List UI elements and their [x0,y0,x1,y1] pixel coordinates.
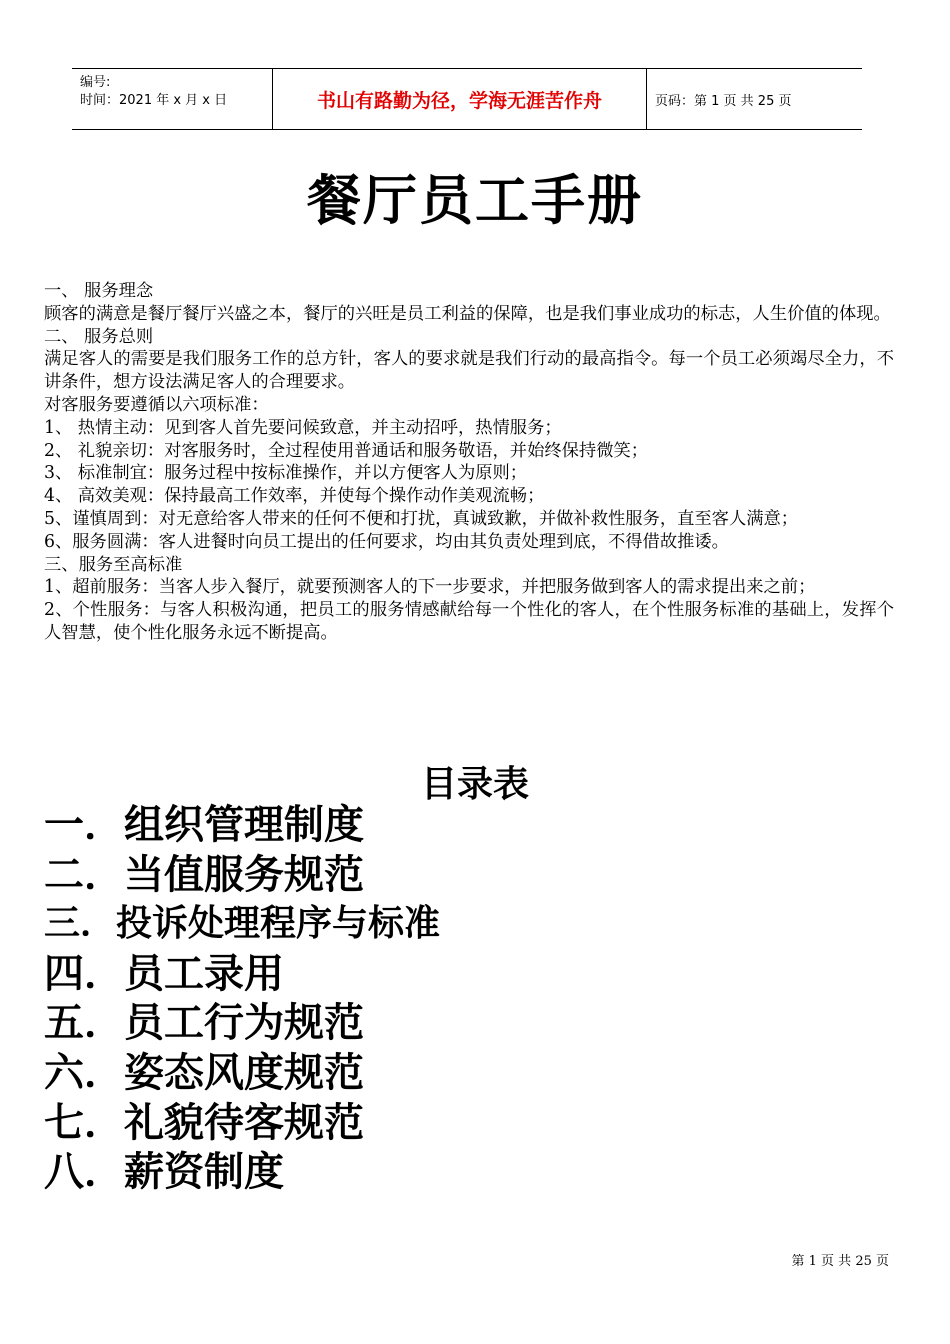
toc-item: 七．礼貌待客规范 [44,1098,364,1146]
table-of-contents [44,800,904,1197]
document-number-label: 编号: [80,75,111,90]
header-page-cell [647,69,862,129]
list-item: 6、服务圆满：客人进餐时向员工提出的任何要求，均由其负责处理到底，不得借故推诿。 [44,531,729,552]
header-motto-cell [273,69,647,129]
page-header [72,68,862,130]
section-heading: 三、服务至高标准 [44,554,183,575]
toc-item: 五．员工行为规范 [44,999,364,1047]
header-page-number: 页码：第 1 页 共 25 页 [655,93,792,109]
document-title: 餐厅员工手册 [307,168,643,232]
list-item: 2、 礼貌亲切：对客服务时，全过程使用普通话和服务敬语，并始终保持微笑； [44,440,649,461]
section-heading: 一、 服务理念 [44,281,154,301]
list-item: 1、超前服务：当客人步入餐厅，就要预测客人的下一步要求，并把服务做到客人的需求提出来之前； [44,577,816,598]
page-footer: 第 1 页 共 25 页 [791,1254,889,1269]
list-item: 2、个性服务：与客人积极沟通，把员工的服务情感献给每一个性化的客人，在个性服务标准的基础上，发挥个人智慧，使个性化服务永远不断提高。 [44,600,894,643]
toc-item: 六．姿态风度规范 [44,1048,364,1096]
paragraph: 满足客人的需要是我们服务工作的总方针，客人的要求就是我们行动的最高指令。每一个员工必须竭尽全力，不讲条件，想方设法满足客人的合理要求。 [44,349,894,393]
section-heading: 二、 服务总则 [44,326,154,347]
toc-item: 二．当值服务规范 [44,850,364,898]
toc-item: 三．投诉处理程序与标准 [44,902,441,945]
paragraph: 对客服务要遵循以六项标准： [44,394,269,415]
list-item: 4、 高效美观：保持最高工作效率，并使每个操作动作美观流畅； [44,486,545,507]
toc-item: 八．薪资制度 [44,1148,284,1196]
paragraph: 顾客的满意是餐厅餐厅兴盛之本，餐厅的兴旺是员工利益的保障，也是我们事业成功的标志，人生价值的体现。 [44,303,891,324]
list-item: 5、谨慎周到：对无意给客人带来的任何不便和打扰，真诚致歉，并做补救性服务，直至客人满意； [44,508,799,529]
toc-item: 四．员工录用 [44,949,284,997]
body-text [44,280,894,645]
toc-item: 一．组织管理制度 [44,801,364,848]
list-item: 3、 标准制宜：服务过程中按标准操作，并以方便客人为原则； [44,463,528,484]
document-time-label: 时间：2021 年 x 月 x 日 [80,93,228,108]
toc-title: 目录表 [420,763,529,805]
header-meta-cell [72,69,273,129]
header-motto: 书山有路勤为径，学海无涯苦作舟 [316,89,602,112]
list-item: 1、 热情主动：见到客人首先要问候致意，并主动招呼，热情服务； [44,417,562,438]
